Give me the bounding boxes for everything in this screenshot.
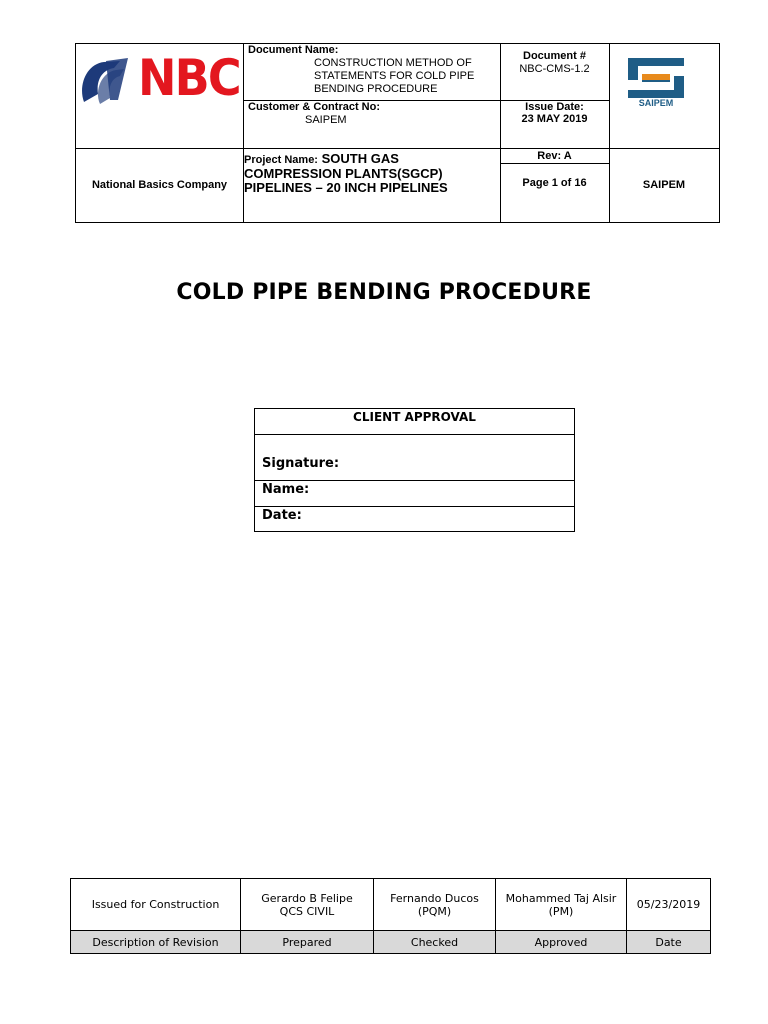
document-name-line: BENDING PROCEDURE bbox=[314, 83, 438, 95]
document-number: NBC-CMS-1.2 bbox=[519, 63, 590, 75]
checked-by-cell: Fernando Ducos (PQM) bbox=[374, 879, 496, 930]
saipem-logo-text: SAIPEM bbox=[638, 98, 674, 108]
saipem-logo bbox=[626, 56, 688, 110]
project-name bbox=[244, 152, 448, 195]
revision-label: Rev: A bbox=[537, 150, 572, 162]
header-divider bbox=[243, 44, 244, 222]
approval-divider bbox=[255, 506, 574, 507]
project-name-line: PIPELINES – 20 INCH PIPELINES bbox=[244, 180, 448, 195]
nbc-logo bbox=[80, 49, 240, 110]
approved-by-cell: Mohammed Taj Alsir (PM) bbox=[496, 879, 627, 930]
document-name-value bbox=[314, 57, 474, 96]
issue-date-label: Issue Date: bbox=[525, 101, 584, 113]
issue-date: 23 MAY 2019 bbox=[521, 113, 588, 125]
project-name-line: SOUTH GAS bbox=[321, 151, 399, 166]
date-label: Date: bbox=[262, 508, 302, 523]
nbc-logo-text: NBC bbox=[138, 49, 240, 107]
company-name: National Basics Company bbox=[91, 179, 228, 191]
header-divider bbox=[609, 44, 610, 222]
revision-date-cell: 05/23/2019 bbox=[636, 898, 701, 911]
customer-label: Customer & Contract No: bbox=[248, 101, 381, 113]
document-name-label: Document Name: bbox=[248, 44, 339, 56]
saipem-logo-mark bbox=[626, 56, 688, 100]
table-header-description: Description of Revision bbox=[71, 930, 241, 953]
table-header-prepared: Prepared bbox=[241, 930, 374, 953]
client-approval-box bbox=[254, 408, 575, 532]
customer-value: SAIPEM bbox=[305, 114, 347, 126]
name-label: Name: bbox=[262, 482, 310, 497]
document-header bbox=[75, 43, 720, 223]
table-header-checked: Checked bbox=[374, 930, 496, 953]
project-name-label: Project Name: bbox=[244, 154, 318, 166]
client-name: SAIPEM bbox=[642, 179, 686, 191]
header-divider bbox=[76, 148, 719, 149]
prepared-by-cell: Gerardo B Felipe QCS CIVIL bbox=[241, 879, 374, 930]
page-title: COLD PIPE BENDING PROCEDURE bbox=[176, 280, 592, 305]
project-name-line: COMPRESSION PLANTS(SGCP) bbox=[244, 166, 443, 181]
page-number: Page 1 of 16 bbox=[522, 177, 587, 189]
client-approval-heading: CLIENT APPROVAL bbox=[255, 409, 574, 435]
table-header-date: Date bbox=[627, 930, 710, 953]
revision-table bbox=[70, 878, 711, 954]
document-name-line: CONSTRUCTION METHOD OF bbox=[314, 57, 472, 69]
header-divider bbox=[500, 163, 609, 164]
signature-label: Signature: bbox=[262, 456, 340, 471]
approval-divider bbox=[255, 480, 574, 481]
revision-description-cell: Issued for Construction bbox=[71, 879, 241, 930]
table-header-approved: Approved bbox=[496, 930, 627, 953]
document-number-label: Document # bbox=[523, 50, 586, 62]
document-name-line: STATEMENTS FOR COLD PIPE bbox=[314, 70, 475, 82]
